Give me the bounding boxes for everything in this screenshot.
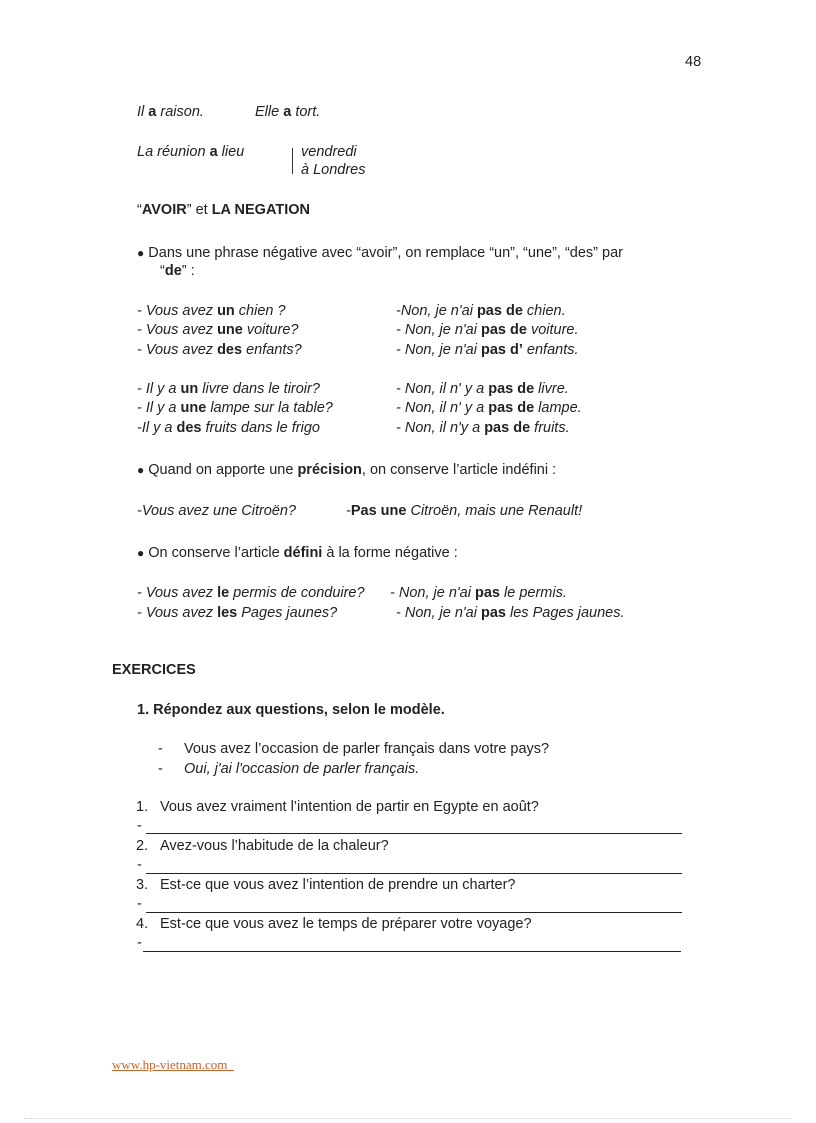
text: - Non, je n'ai (396, 342, 481, 358)
text-bold: pas de (488, 381, 535, 397)
page-number: 48 (685, 54, 702, 70)
text: - Non, il n'y a (396, 420, 485, 436)
neg-answer-3 (396, 341, 579, 359)
question-text-2: Avez-vous l’habitude de la chaleur? (160, 838, 389, 854)
question-text-4: Est-ce que vous avez le temps de préparer votre voyage? (160, 916, 532, 932)
text-bold: une (180, 400, 207, 416)
text-bold: défini (283, 545, 323, 561)
neg-answer-1 (396, 302, 566, 320)
text: voiture. (526, 322, 579, 338)
text-bold: pas de (488, 400, 535, 416)
text-bold: des (217, 342, 243, 358)
question-text-3: Est-ce que vous avez l’intention de prendre un charter? (160, 877, 516, 893)
bracket-bar (292, 148, 293, 174)
question-number-3: 3. (136, 877, 149, 893)
example-elle-a-tort (255, 103, 320, 121)
neg-question-2 (137, 321, 298, 339)
neg-question-5 (137, 399, 333, 417)
model-dash-2: - (158, 761, 163, 777)
text-bold: les (217, 605, 238, 621)
text: ” (186, 202, 192, 218)
text-bold: un (180, 381, 199, 397)
text: - Non, il n' y a (396, 400, 489, 416)
text: permis de conduire? (229, 585, 365, 601)
text-bold: AVOIR (141, 202, 187, 218)
text: enfants? (242, 342, 302, 358)
answer-line-2[interactable] (146, 873, 682, 874)
text: tort. (291, 104, 321, 120)
text-bold: le (217, 585, 230, 601)
text-bold: un (217, 303, 235, 319)
text: - (346, 503, 351, 519)
text: - Il y a (137, 400, 181, 416)
text: et (191, 202, 212, 218)
text: Elle (255, 104, 284, 120)
answer-line-1[interactable] (146, 833, 682, 834)
bullet-3 (137, 544, 458, 562)
text: chien. (522, 303, 566, 319)
answer-dash-2: - (137, 857, 142, 873)
text-bold: a (283, 104, 292, 120)
text: lampe. (534, 400, 582, 416)
text: voiture? (242, 322, 299, 338)
text: livre. (534, 381, 569, 397)
text: livre dans le tiroir? (198, 381, 320, 397)
text-bold: de (164, 263, 182, 279)
text: - Vous avez (137, 322, 218, 338)
option-londres: à Londres (301, 162, 366, 178)
text: - Vous avez (137, 303, 218, 319)
neg-question-4 (137, 380, 320, 398)
answer-line-4[interactable] (143, 951, 681, 952)
text: “ (160, 263, 165, 279)
page-bottom-divider (24, 1118, 792, 1119)
model-answer: Oui, j'ai l'occasion de parler français. (184, 761, 420, 777)
text: à la forme négative : (322, 545, 458, 561)
text-bold: des (176, 420, 202, 436)
question-number-4: 4. (136, 916, 149, 932)
text: ” : (181, 263, 195, 279)
neg-answer-2 (396, 321, 579, 339)
text: Quand on apporte une (148, 462, 298, 478)
text: - Non, il n' y a (396, 381, 489, 397)
text: -Il y a (137, 420, 177, 436)
text: enfants. (522, 342, 579, 358)
model-dash-1: - (158, 741, 163, 757)
text-bold: une (217, 322, 243, 338)
neg-answer-4 (396, 380, 569, 398)
text: - Non, je n'ai (396, 605, 481, 621)
section-title (137, 201, 310, 219)
text: chien ? (234, 303, 286, 319)
footer-link[interactable]: www.hp-vietnam.com (112, 1057, 228, 1072)
def-answer-2 (396, 604, 624, 622)
text-bold: pas d’ (480, 342, 523, 358)
answer-dash-3: - (137, 896, 142, 912)
neg-answer-6 (396, 419, 570, 437)
text: Pages jaunes? (237, 605, 338, 621)
def-question-1 (137, 584, 365, 602)
text: On conserve l’article (148, 545, 284, 561)
text: raison. (156, 104, 204, 120)
question-text-1: Vous avez vraiment l’intention de partir en Egypte en août? (160, 799, 539, 815)
text-bold: LA NEGATION (211, 202, 310, 218)
question-number-1: 1. (136, 799, 149, 815)
neg-question-6 (137, 419, 320, 437)
text: La réunion (137, 144, 210, 160)
text: - Vous avez (137, 585, 218, 601)
text-bold: pas (480, 605, 506, 621)
answer-line-3[interactable] (146, 912, 682, 913)
text-bold: pas de (484, 420, 531, 436)
text: fruits. (530, 420, 570, 436)
def-answer-1 (390, 584, 567, 602)
bullet-2 (137, 461, 556, 479)
text: les Pages jaunes. (505, 605, 625, 621)
footer-link-tail (227, 1057, 234, 1072)
precision-answer (346, 502, 582, 520)
exercise-1-title: 1. Répondez aux questions, selon le modèle. (137, 702, 445, 718)
example-reunion (137, 143, 244, 161)
bullet-icon: ● (137, 463, 145, 477)
def-question-2 (137, 604, 337, 622)
footer (112, 1056, 234, 1074)
text: Citroën, mais une Renault! (406, 503, 583, 519)
text: fruits dans le frigo (201, 420, 320, 436)
option-vendredi: vendredi (301, 144, 357, 160)
text: - Non, je n'ai (396, 322, 481, 338)
bullet-icon: ● (137, 546, 145, 560)
neg-answer-5 (396, 399, 582, 417)
bullet-1 (137, 244, 623, 262)
text: Dans une phrase négative avec “avoir”, on remplace “un”, “une”, “des” par (148, 245, 623, 261)
text: lampe sur la table? (206, 400, 333, 416)
text-bold: a (148, 104, 157, 120)
text-bold: pas de (480, 322, 527, 338)
text-bold: Pas une (350, 503, 407, 519)
example-il-a-raison (137, 103, 204, 121)
text-bold: pas de (476, 303, 523, 319)
text-bold: a (209, 144, 218, 160)
question-number-2: 2. (136, 838, 149, 854)
text-bold: pas (474, 585, 500, 601)
text: - Non, je n'ai (390, 585, 475, 601)
text-bold: précision (297, 462, 362, 478)
text: - Vous avez (137, 605, 218, 621)
answer-dash-1: - (137, 818, 142, 834)
exercices-title: EXERCICES (112, 662, 196, 678)
text: - Il y a (137, 381, 181, 397)
text: -Non, je n'ai (396, 303, 477, 319)
bullet-icon: ● (137, 246, 145, 260)
precision-question: -Vous avez une Citroën? (137, 503, 297, 519)
answer-dash-4: - (137, 935, 142, 951)
neg-question-1 (137, 302, 286, 320)
text: , on conserve l’article indéfini : (361, 462, 557, 478)
text: - Vous avez (137, 342, 218, 358)
neg-question-3 (137, 341, 302, 359)
text: lieu (217, 144, 245, 160)
text: Il (137, 104, 149, 120)
text: “ (137, 202, 142, 218)
model-question: Vous avez l’occasion de parler français dans votre pays? (184, 741, 550, 757)
text: le permis. (499, 585, 567, 601)
bullet-1-cont (160, 262, 195, 280)
